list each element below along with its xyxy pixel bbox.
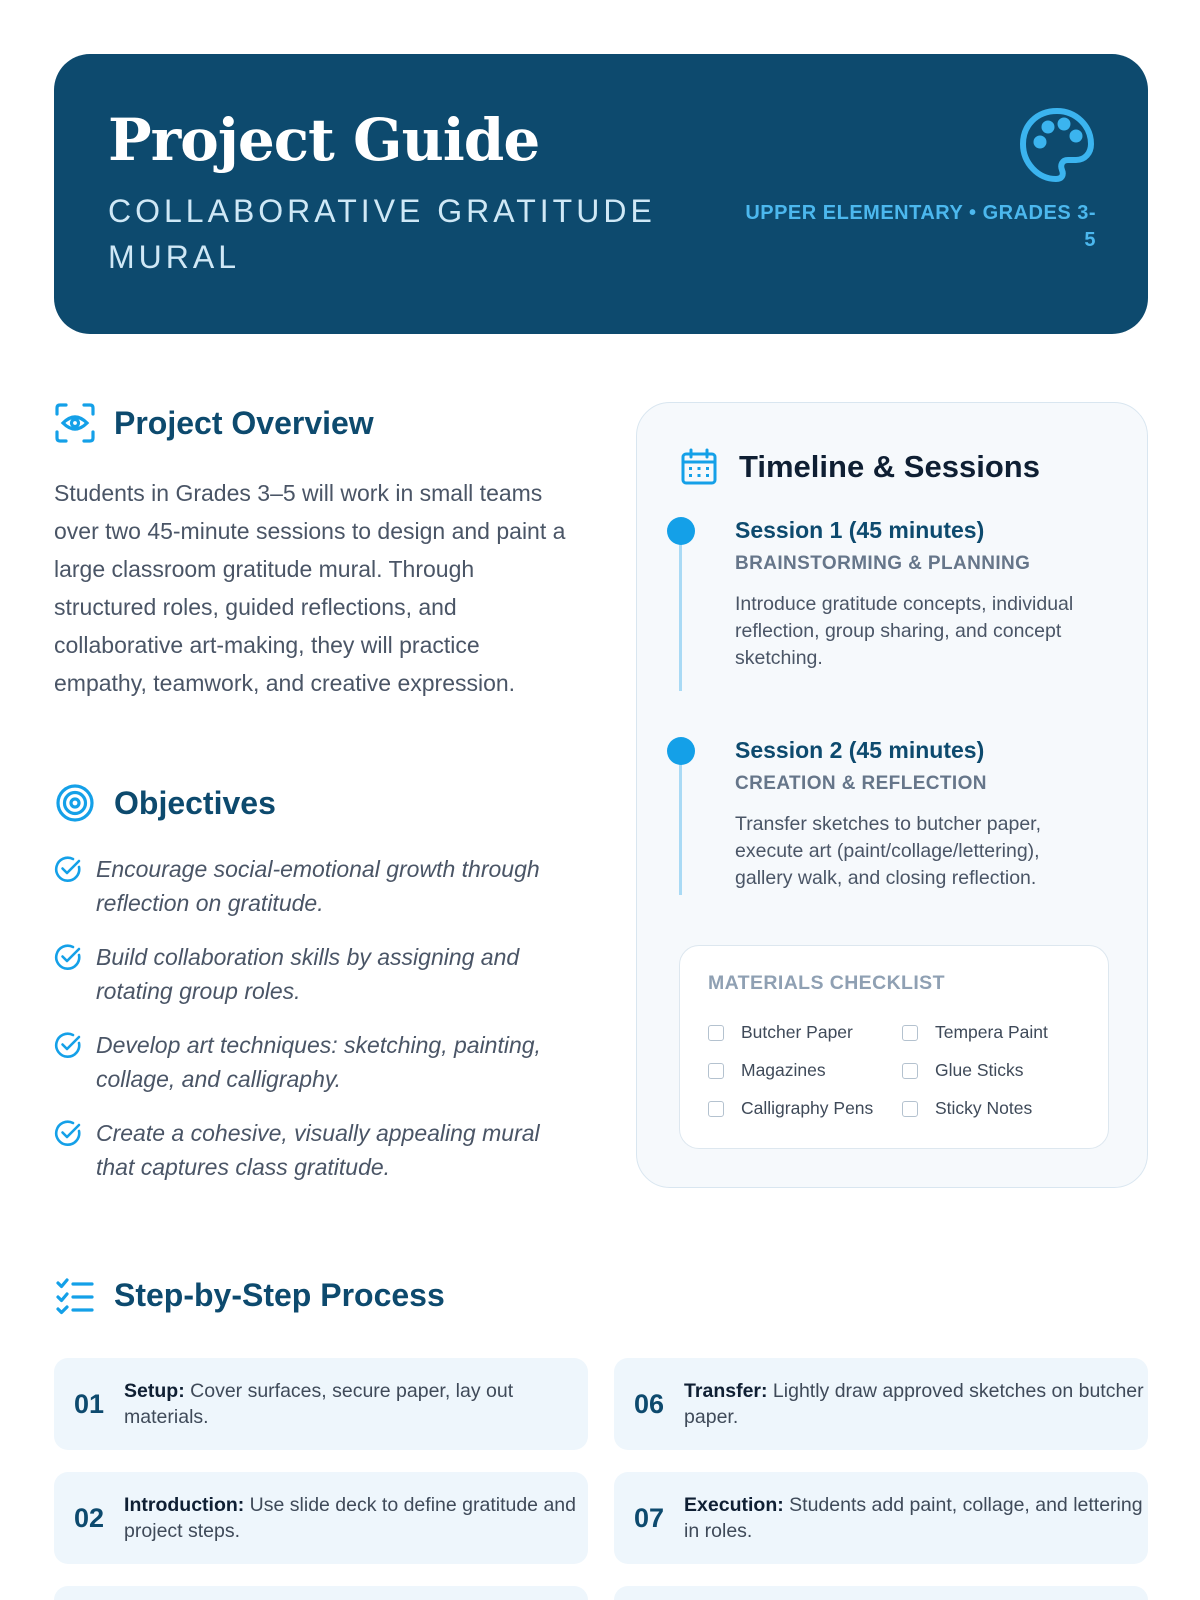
timeline-dot [667,517,695,545]
step-text: Students add paint, collage, and lettering in roles. [684,1494,1143,1542]
material-label: Sticky Notes [935,1098,1033,1118]
objective-text: Develop art techniques: sketching, painting, collage, and calligraphy. [96,1032,541,1092]
objectives-list [54,852,574,1204]
step-number: 06 [634,1388,665,1419]
objective-text: Build collaboration skills by assigning and rotating group roles. [96,944,520,1004]
material-item[interactable] [708,1060,826,1081]
material-label: Calligraphy Pens [741,1098,874,1118]
grade-label: UPPER ELEMENTARY • GRADES 3-5 [745,202,1096,251]
materials-checklist [679,945,1109,1149]
eye-scan-icon [54,402,96,444]
overview-text: Students in Grades 3–5 will work in small teams over two 45-minute sessions to design and paint a large classroom gratitude mural. Through structured roles, guided reflections, and collaborative art-making, they will practice empathy, teamwork, and creative expression. [54,480,566,696]
step-label: Setup: [124,1380,185,1402]
materials-title: MATERIALS CHECKLIST [708,972,945,994]
material-label: Butcher Paper [741,1022,853,1042]
check-circle-icon [54,1031,82,1059]
objectives-title: Objectives [114,784,276,821]
page-title: Project Guide [108,106,540,174]
step-text: Use slide deck to define gratitude and project steps. [124,1494,576,1542]
overview-heading [54,402,374,444]
step-description [684,1492,1148,1544]
material-checkbox[interactable] [902,1101,918,1117]
timeline-line [679,751,682,895]
step-label: Transfer: [684,1380,768,1402]
objective-text: Create a cohesive, visually appealing mural that captures class gratitude. [96,1120,540,1180]
process-heading [54,1274,445,1316]
material-label: Magazines [741,1060,826,1080]
step-number: 01 [74,1388,105,1419]
material-label: Glue Sticks [935,1060,1024,1080]
session-item [679,737,1119,917]
header-banner [54,54,1148,334]
objective-item [54,1116,574,1184]
calendar-icon [679,447,719,487]
session-subtitle: BRAINSTORMING & PLANNING [735,553,1031,574]
step-description [124,1492,588,1544]
session-subtitle: CREATION & REFLECTION [735,773,987,794]
timeline-heading [679,447,1040,487]
page-subtitle: COLLABORATIVE GRATITUDE MURAL [108,193,656,275]
objective-item [54,1028,574,1096]
material-item[interactable] [902,1098,1032,1119]
check-circle-icon [54,1119,82,1147]
step-number: 02 [74,1502,105,1533]
step-card [614,1472,1148,1564]
step-label: Introduction: [124,1494,245,1516]
material-item[interactable] [902,1022,1048,1043]
timeline-card [636,402,1148,1188]
objective-item [54,852,574,920]
material-label: Tempera Paint [935,1022,1048,1042]
session-description: Transfer sketches to butcher paper, execute art (paint/collage/lettering), gallery walk, and closing reflection. [735,813,1042,889]
checklist-icon [54,1274,96,1316]
process-title: Step-by-Step Process [114,1276,445,1313]
step-card [54,1472,588,1564]
session-title: Session 1 (45 minutes) [735,517,985,543]
material-checkbox[interactable] [902,1063,918,1079]
step-number: 07 [634,1502,665,1533]
material-checkbox[interactable] [708,1025,724,1041]
material-checkbox[interactable] [902,1025,918,1041]
material-checkbox[interactable] [708,1063,724,1079]
material-item[interactable] [708,1022,853,1043]
step-card [54,1358,588,1450]
target-icon [54,782,96,824]
timeline-line [679,531,682,691]
session-item [679,517,1119,697]
check-circle-icon [54,943,82,971]
step-card [614,1586,1148,1600]
material-item[interactable] [708,1098,873,1119]
palette-icon [1018,106,1096,184]
timeline-title: Timeline & Sessions [739,449,1040,484]
step-label: Execution: [684,1494,784,1516]
objectives-heading [54,782,276,824]
material-checkbox[interactable] [708,1101,724,1117]
step-text: Cover surfaces, secure paper, lay out materials. [124,1380,514,1428]
step-text: Lightly draw approved sketches on butcher paper. [684,1380,1144,1428]
session-description: Introduce gratitude concepts, individual reflection, group sharing, and concept sketching. [735,593,1074,669]
overview-title: Project Overview [114,404,374,441]
step-card [54,1586,588,1600]
session-title: Session 2 (45 minutes) [735,737,985,763]
material-item[interactable] [902,1060,1024,1081]
objective-text: Encourage social-emotional growth through reflection on gratitude. [96,856,540,916]
timeline-dot [667,737,695,765]
step-description [124,1378,588,1430]
step-card [614,1358,1148,1450]
step-description [684,1378,1148,1430]
check-circle-icon [54,855,82,883]
objective-item [54,940,574,1008]
